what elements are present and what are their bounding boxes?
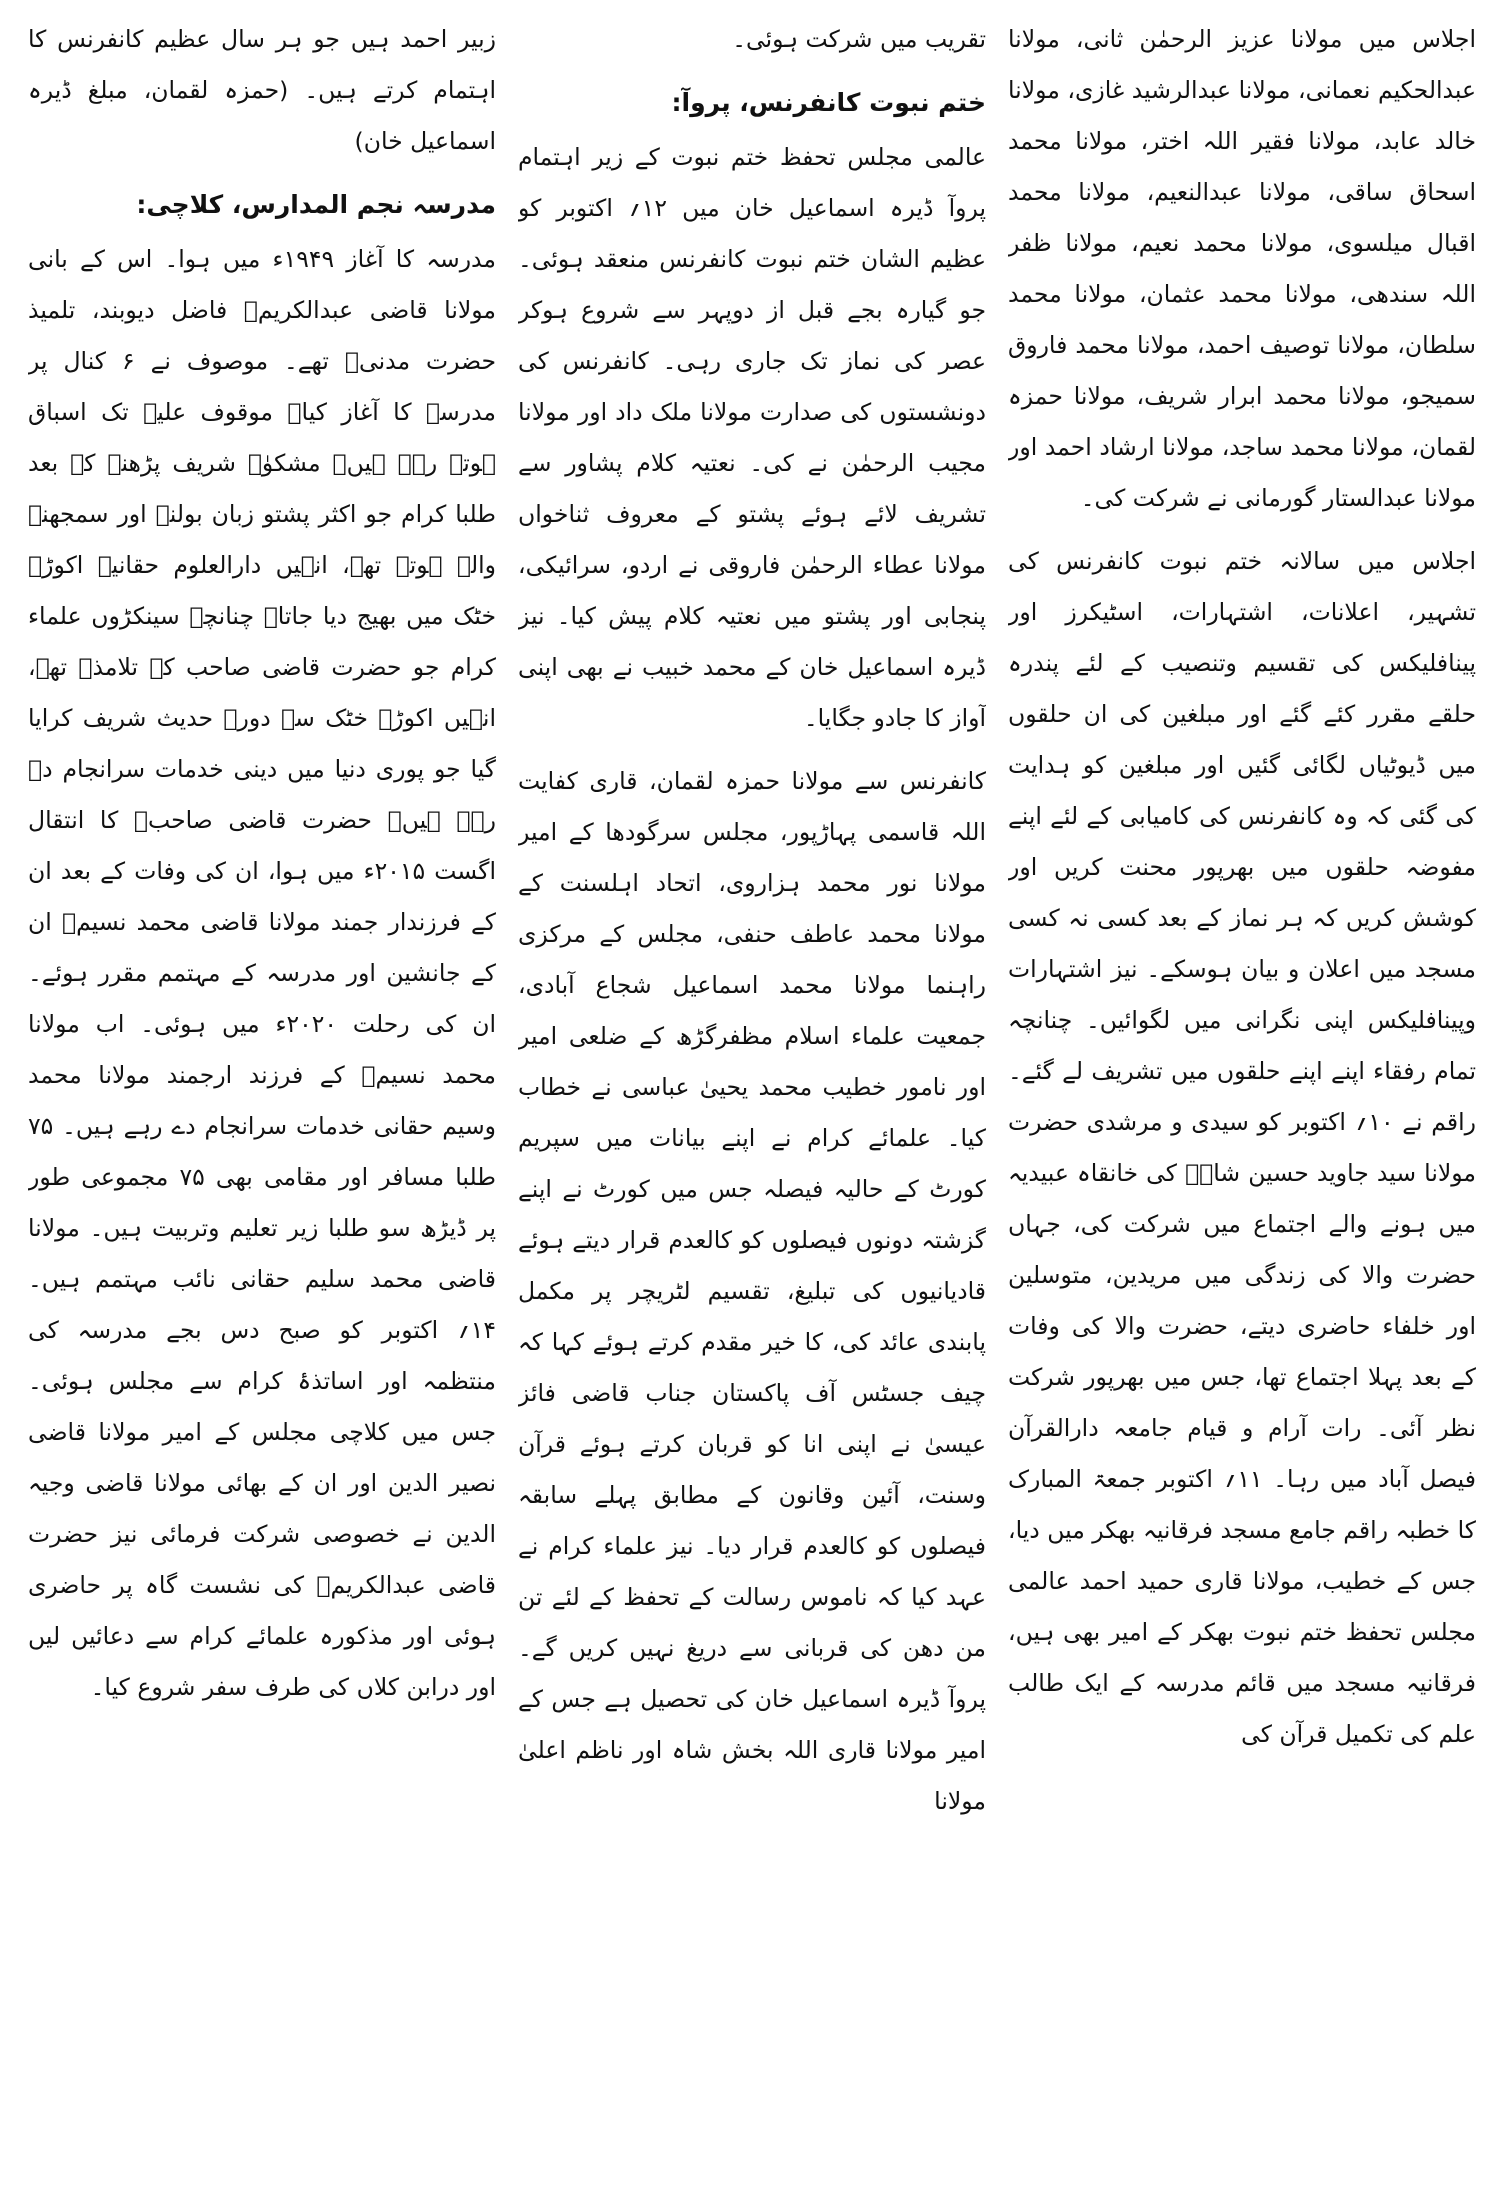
paragraph: تقریب میں شرکت ہوئی۔: [732, 25, 986, 53]
column-middle: [518, 14, 986, 2184]
paragraph: زبیر احمد ہیں جو ہر سال عظیم کانفرنس کا اہتمام کرتے ہیں۔ (حمزہ لقمان، مبلغ ڈیرہ اسماعیل خان): [28, 25, 496, 155]
paragraph: کانفرنس سے مولانا حمزہ لقمان، قاری کفایت اللہ قاسمی پہاڑپور، مجلس سرگودھا کے امیر مولانا نور محمد ہزاروی، اتحاد اہلسنت کے مولانا محمد عاطف حنفی، مجلس کے مرکزی راہنما مولانا محمد اسماعیل شجاع آبادی، جمعیت علماء اسلام مظفرگڑھ کے ضلعی امیر اور نامور خطیب محمد یحییٰ عباسی نے خطاب کیا۔ علمائے کرام نے اپنے بیانات میں سپریم کورٹ کے حالیہ فیصلہ جس میں کورٹ نے اپنے گزشتہ دونوں فیصلوں کو کالعدم قرار دیتے ہوئے قادیانیوں کی تبلیغ، تقسیم لٹریچر پر مکمل پابندی عائد کی، کا خیر مقدم کرتے ہوئے کہا کہ چیف جسٹس آف پاکستان جناب قاضی فائز عیسیٰ نے اپنی انا کو قربان کرتے ہوئے قرآن وسنت، آئین وقانون کے مطابق پہلے سابقہ فیصلوں کو کالعدم قرار دیا۔ نیز علماء کرام نے عہد کیا کہ ناموس رسالت کے تحفظ کے لئے تن من دھن کی قربانی سے دریغ نہیں کریں گے۔ پروآ ڈیرہ اسماعیل خان کی تحصیل ہے جس کے امیر مولانا قاری اللہ بخش شاہ اور ناظم اعلیٰ مولانا: [518, 767, 986, 1815]
column-left: [28, 14, 496, 2184]
section-heading: مدرسہ نجم المدارس، کلاچی:: [136, 190, 496, 219]
column-right: [1008, 14, 1476, 2184]
paragraph: اجلاس میں سالانہ ختم نبوت کانفرنس کی تشہیر، اعلانات، اشتہارات، اسٹیکرز اور پینافلیکس کی تقسیم وتنصیب کے لئے پندرہ حلقے مقرر کئے گئے اور مبلغین کی ان حلقوں میں ڈیوٹیاں لگائی گئیں اور مبلغین کو ہدایت کی گئی کہ وہ کانفرنس کی کامیابی کے لئے اپنے مفوضہ حلقوں میں بھرپور محنت کریں اور کوشش کریں کہ ہر نماز کے بعد کسی نہ کسی مسجد میں اعلان و بیان ہوسکے۔ نیز اشتہارات وپینافلیکس اپنی نگرانی میں لگوائیں۔ چنانچہ تمام رفقاء اپنے اپنے حلقوں میں تشریف لے گئے۔ راقم نے ۱۰؍ اکتوبر کو سیدی و مرشدی حضرت مولانا سید جاوید حسین شاہؒ کی خانقاہ عبیدیہ میں ہونے والے اجتماع میں شرکت کی، جہاں حضرت والا کی زندگی میں مریدین، متوسلین اور خلفاء حاضری دیتے، حضرت والا کی وفات کے بعد پہلا اجتماع تھا، جس میں بھرپور شرکت نظر آئی۔ رات آرام و قیام جامعہ دارالقرآن فیصل آباد میں رہا۔ ۱۱؍ اکتوبر جمعۃ المبارک کا خطبہ راقم جامع مسجد فرقانیہ بھکر میں دیا، جس کے خطیب، مولانا قاری حمید احمد عالمی مجلس تحفظ ختم نبوت بھکر کے امیر بھی ہیں، فرقانیہ مسجد میں قائم مدرسہ کے ایک طالب علم کی تکمیل قرآن کی: [1008, 547, 1476, 1748]
section-heading: ختم نبوت کانفرنس، پروآ:: [671, 88, 986, 117]
paragraph: عالمی مجلس تحفظ ختم نبوت کے زیر اہتمام پروآ ڈیرہ اسماعیل خان میں ۱۲؍ اکتوبر کو عظیم الشان ختم نبوت کانفرنس منعقد ہوئی۔ جو گیارہ بجے قبل از دوپہر سے شروع ہوکر عصر کی نماز تک جاری رہی۔ کانفرنس کی دونشستوں کی صدارت مولانا ملک داد اور مولانا مجیب الرحمٰن نے کی۔ نعتیہ کلام پشاور سے تشریف لائے ہوئے پشتو کے معروف ثناخواں مولانا عطاء الرحمٰن فاروقی نے اردو، سرائیکی، پنجابی اور پشتو میں نعتیہ کلام پیش کیا۔ نیز ڈیرہ اسماعیل خان کے محمد خبیب نے بھی اپنی آواز کا جادو جگایا۔: [518, 143, 986, 732]
paragraph: مدرسہ کا آغاز ۱۹۴۹ء میں ہوا۔ اس کے بانی مولانا قاضی عبدالکریمؒ فاضل دیوبند، تلمیذ حضرت مدنیؒ تھے۔ موصوف نے ۶ کنال پر مدرسہ کا آغاز کیا۔ موقوف علیہ تک اسباق ہوتے رہے ہیں۔ مشکوٰۃ شریف پڑھنے کے بعد طلبا کرام جو اکثر پشتو زبان بولنے اور سمجھنے والے ہوتے تھے، انہیں دارالعلوم حقانیہ اکوڑہ خٹک میں بھیج دیا جاتا۔ چنانچہ سینکڑوں علماء کرام جو حضرت قاضی صاحب کے تلامذہ تھے، انہیں اکوڑہ خٹک سے دورۂ حدیث شریف کرایا گیا جو پوری دنیا میں دینی خدمات سرانجام دے رہے ہیں۔ حضرت قاضی صاحبؒ کا انتقال اگست ۲۰۱۵ء میں ہوا، ان کی وفات کے بعد ان کے فرزندار جمند مولانا قاضی محمد نسیمؒ ان کے جانشین اور مدرسہ کے مہتمم مقرر ہوئے۔ ان کی رحلت ۲۰۲۰ء میں ہوئی۔ اب مولانا محمد نسیمؒ کے فرزند ارجمند مولانا محمد وسیم حقانی خدمات سرانجام دے رہے ہیں۔ ۷۵ طلبا مسافر اور مقامی بھی ۷۵ مجموعی طور پر ڈیڑھ سو طلبا زیر تعلیم وتربیت ہیں۔ مولانا قاضی محمد سلیم حقانی نائب مہتمم ہیں۔ ۱۴؍ اکتوبر کو صبح دس بجے مدرسہ کی منتظمہ اور اساتذۂ کرام سے مجلس ہوئی۔ جس میں کلاچی مجلس کے امیر مولانا قاضی نصیر الدین اور ان کے بھائی مولانا قاضی وجیہ الدین نے خصوصی شرکت فرمائی نیز حضرت قاضی عبدالکریمؒ کی نشست گاہ پر حاضری ہوئی اور مذکورہ علمائے کرام سے دعائیں لیں اور درابن کلاں کی طرف سفر شروع کیا۔: [28, 245, 496, 1701]
paragraph: اجلاس میں مولانا عزیز الرحمٰن ثانی، مولانا عبدالحکیم نعمانی، مولانا عبدالرشید غازی، مولانا خالد عابد، مولانا فقیر اللہ اختر، مولانا محمد اسحاق ساقی، مولانا عبدالنعیم، مولانا محمد اقبال میلسوی، مولانا محمد نعیم، مولانا ظفر اللہ سندھی، مولانا محمد عثمان، مولانا محمد سلطان، مولانا توصیف احمد، مولانا محمد فاروق سمیجو، مولانا محمد ابرار شریف، مولانا حمزہ لقمان، مولانا محمد ساجد، مولانا ارشاد احمد اور مولانا عبدالستار گورمانی نے شرکت کی۔: [1008, 25, 1476, 512]
